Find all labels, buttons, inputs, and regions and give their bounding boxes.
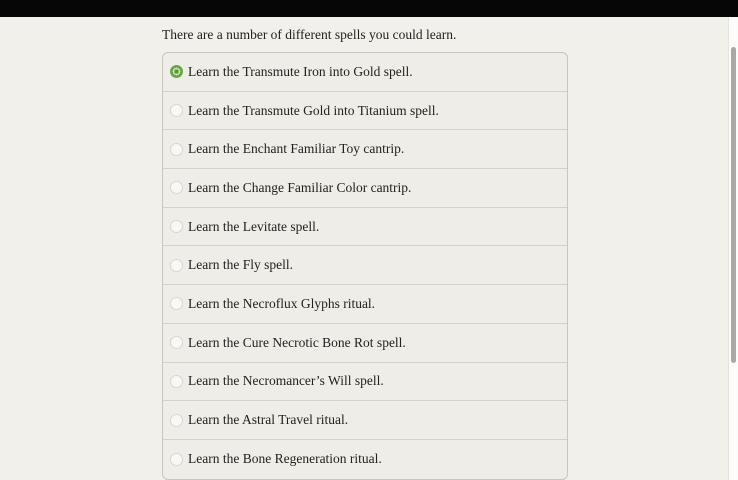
radio-button-icon[interactable] <box>170 181 183 194</box>
option-row[interactable] <box>163 285 567 324</box>
radio-button-icon[interactable] <box>170 375 183 388</box>
option-label: Learn the Cure Necrotic Bone Rot spell. <box>188 334 406 350</box>
option-row[interactable] <box>163 130 567 169</box>
option-label: Learn the Necromancer’s Will spell. <box>188 373 384 389</box>
radio-button-icon[interactable] <box>170 104 183 117</box>
option-row[interactable] <box>163 92 567 131</box>
option-label: Learn the Change Familiar Color cantrip. <box>188 179 412 195</box>
radio-button-icon[interactable] <box>170 297 183 310</box>
option-row[interactable] <box>163 246 567 285</box>
option-label: Learn the Levitate spell. <box>188 218 320 234</box>
option-row[interactable] <box>163 363 567 402</box>
option-row[interactable] <box>163 169 567 208</box>
top-black-bar <box>0 0 738 17</box>
option-label: Learn the Astral Travel ritual. <box>188 412 349 428</box>
radio-button-selected-icon[interactable] <box>170 65 183 78</box>
option-label: Learn the Fly spell. <box>188 257 293 273</box>
prompt-text: There are a number of different spells you could learn. <box>162 27 457 42</box>
option-label: Learn the Necroflux Glyphs ritual. <box>188 295 376 311</box>
radio-button-icon[interactable] <box>170 336 183 349</box>
radio-button-icon[interactable] <box>170 220 183 233</box>
radio-button-icon[interactable] <box>170 259 183 272</box>
option-row[interactable] <box>163 53 567 92</box>
option-label: Learn the Bone Regeneration ritual. <box>188 451 382 467</box>
option-label: Learn the Transmute Iron into Gold spell. <box>188 63 413 79</box>
option-row[interactable] <box>163 440 567 479</box>
options-list <box>162 52 568 480</box>
scrollbar-track[interactable] <box>728 17 738 480</box>
scrollbar-thumb[interactable] <box>731 47 736 363</box>
radio-button-icon[interactable] <box>170 453 183 466</box>
option-row[interactable] <box>163 401 567 440</box>
option-row[interactable] <box>163 208 567 247</box>
option-row[interactable] <box>163 324 567 363</box>
option-label: Learn the Enchant Familiar Toy cantrip. <box>188 141 405 157</box>
radio-button-icon[interactable] <box>170 143 183 156</box>
radio-button-icon[interactable] <box>170 414 183 427</box>
option-label: Learn the Transmute Gold into Titanium spell. <box>188 102 439 118</box>
